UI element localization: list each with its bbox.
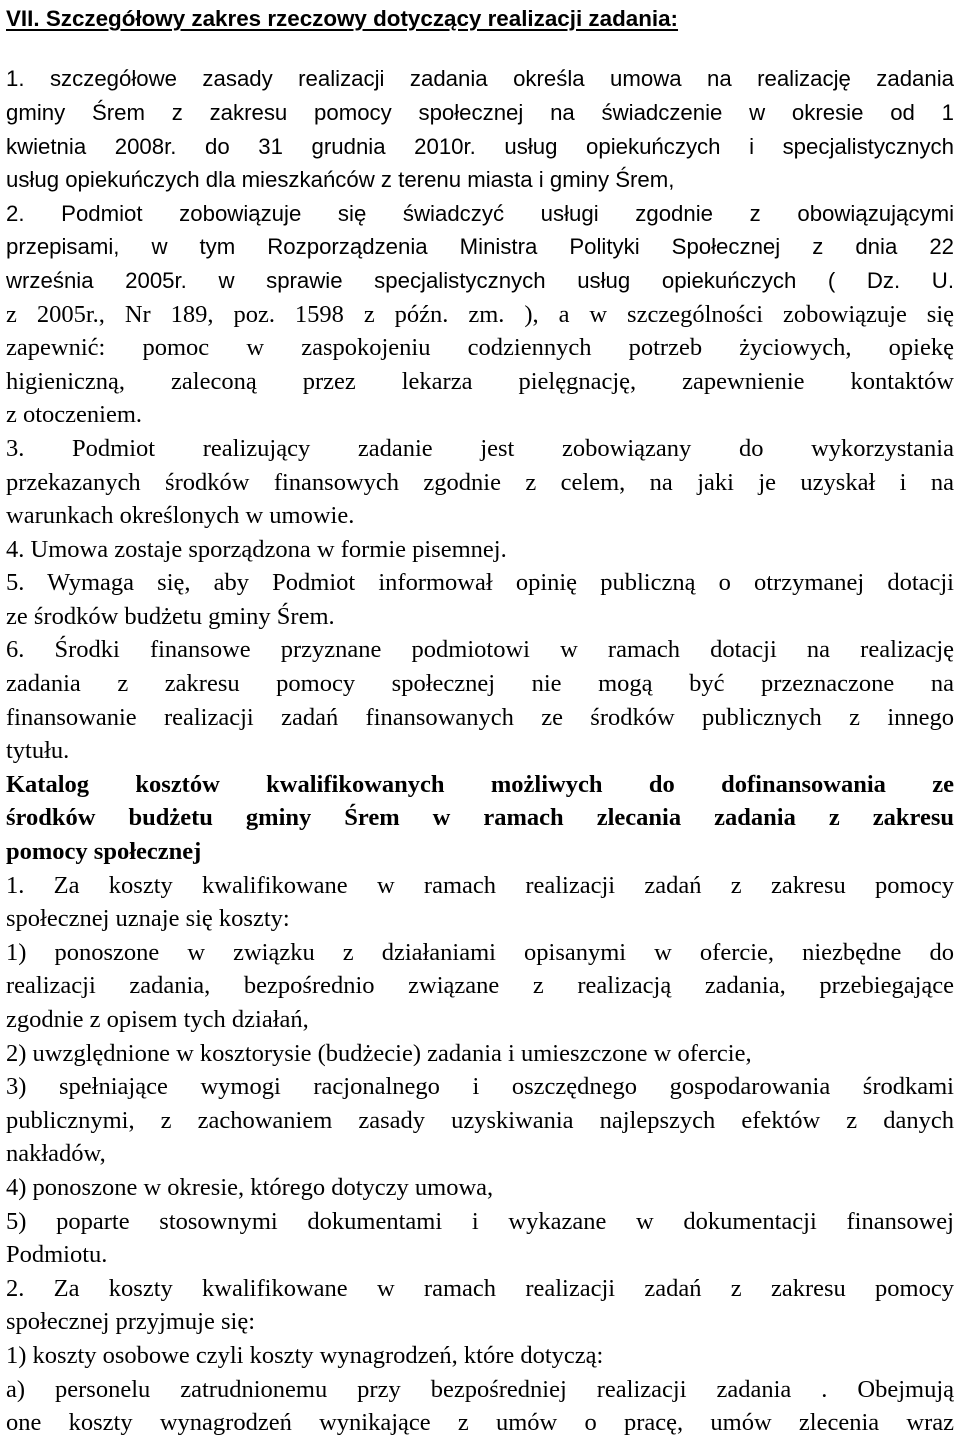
text-line: 2) uwzględnione w kosztorysie (budżecie) zadania i umieszczone w ofercie, bbox=[6, 1039, 752, 1067]
text-line: 5) poparte stosownymi dokumentami i wykazane w dokumentacji finansowej bbox=[6, 1207, 954, 1235]
text-line: usług opiekuńczych dla mieszkańców z terenu miasta i gminy Śrem, bbox=[6, 167, 675, 193]
text-line: 6. Środki finansowe przyznane podmiotowi w ramach dotacji na realizację bbox=[6, 636, 954, 664]
text-line: 1) ponoszone w związku z działaniami opisanymi w ofercie, niezbędne do bbox=[6, 938, 954, 966]
text-line: 4) ponoszone w okresie, którego dotyczy umowa, bbox=[6, 1173, 494, 1201]
heading-line: środków budżetu gminy Śrem w ramach zlecania zadania z zakresu bbox=[6, 804, 954, 832]
section-title bbox=[6, 2, 954, 36]
text-line: zapewnić: pomoc w zaspokojeniu codziennych potrzeb życiowych, opiekę bbox=[6, 334, 954, 362]
text-line: higieniczną, zaleconą przez lekarza pielęgnację, zapewnienie kontaktów bbox=[6, 367, 954, 395]
text-line: 4. Umowa zostaje sporządzona w formie pisemnej. bbox=[6, 535, 507, 563]
text-line: kwietnia 2008r. do 31 grudnia 2010r. usług opiekuńczych i specjalistycznych bbox=[6, 133, 954, 159]
text-line: tytułu. bbox=[6, 737, 70, 765]
text-line: społecznej przyjmuje się: bbox=[6, 1308, 255, 1336]
text-line: z otoczeniem. bbox=[6, 401, 143, 429]
text-line: 2. Za koszty kwalifikowane w ramach realizacji zadań z zakresu pomocy bbox=[6, 1274, 954, 1302]
text-line: 3. Podmiot realizujący zadanie jest zobowiązany do wykorzystania bbox=[6, 434, 954, 462]
text-line: zgodnie z opisem tych działań, bbox=[6, 1006, 309, 1034]
text-line: 3) spełniające wymogi racjonalnego i oszczędnego gospodarowania środkami bbox=[6, 1073, 954, 1101]
text-line: realizacji zadania, bezpośrednio związane z realizacją zadania, przebiegające bbox=[6, 972, 954, 1000]
heading-line: pomocy społecznej bbox=[6, 838, 202, 866]
text-line: 1. Za koszty kwalifikowane w ramach realizacji zadań z zakresu pomocy bbox=[6, 871, 954, 899]
text-line: społecznej uznaje się koszty: bbox=[6, 905, 290, 933]
paragraph-gap bbox=[6, 36, 954, 62]
text-line: zadania z zakresu pomocy społecznej nie mogą być przeznaczone na bbox=[6, 670, 954, 698]
text-line: warunkach określonych w umowie. bbox=[6, 502, 355, 530]
text-line: a) personelu zatrudnionemu przy bezpośredniej realizacji zadania . Obejmują bbox=[6, 1375, 954, 1403]
text-line: nakładów, bbox=[6, 1140, 106, 1168]
text-line: ze środków budżetu gminy Śrem. bbox=[6, 602, 335, 630]
text-line: publicznymi, z zachowaniem zasady uzyskiwania najlepszych efektów z danych bbox=[6, 1106, 954, 1134]
document-page bbox=[6, 0, 954, 1440]
text-line: 1) koszty osobowe czyli koszty wynagrodzeń, które dotyczą: bbox=[6, 1341, 604, 1369]
text-line: przepisami, w tym Rozporządzenia Ministra Polityki Społecznej z dnia 22 bbox=[6, 234, 954, 260]
text-line: 2. Podmiot zobowiązuje się świadczyć usługi zgodnie z obowiązującymi bbox=[6, 200, 954, 226]
text-line: finansowanie realizacji zadań finansowanych ze środków publicznych z innego bbox=[6, 703, 954, 731]
text-line: one koszty wynagrodzeń wynikające z umów o pracę, umów zlecenia wraz bbox=[6, 1409, 954, 1437]
heading-line: Katalog kosztów kwalifikowanych możliwych do dofinansowania ze bbox=[6, 770, 954, 798]
text-line: września 2005r. w sprawie specjalistycznych usług opiekuńczych ( Dz. U. bbox=[6, 267, 954, 293]
text-line: 1. szczegółowe zasady realizacji zadania określa umowa na realizację zadania bbox=[6, 66, 954, 92]
text-line: przekazanych środków finansowych zgodnie z celem, na jaki je uzyskał i na bbox=[6, 468, 954, 496]
text-line: z 2005r., Nr 189, poz. 1598 z późn. zm. ), a w szczególności zobowiązuje się bbox=[6, 300, 954, 328]
text-line: Podmiotu. bbox=[6, 1241, 108, 1269]
text-line: gminy Śrem z zakresu pomocy społecznej na świadczenie w okresie od 1 bbox=[6, 99, 954, 125]
text-line: 5. Wymaga się, aby Podmiot informował opinię publiczną o otrzymanej dotacji bbox=[6, 569, 954, 597]
section-title-text: VII. Szczegółowy zakres rzeczowy dotyczący realizacji zadania: bbox=[6, 6, 679, 31]
